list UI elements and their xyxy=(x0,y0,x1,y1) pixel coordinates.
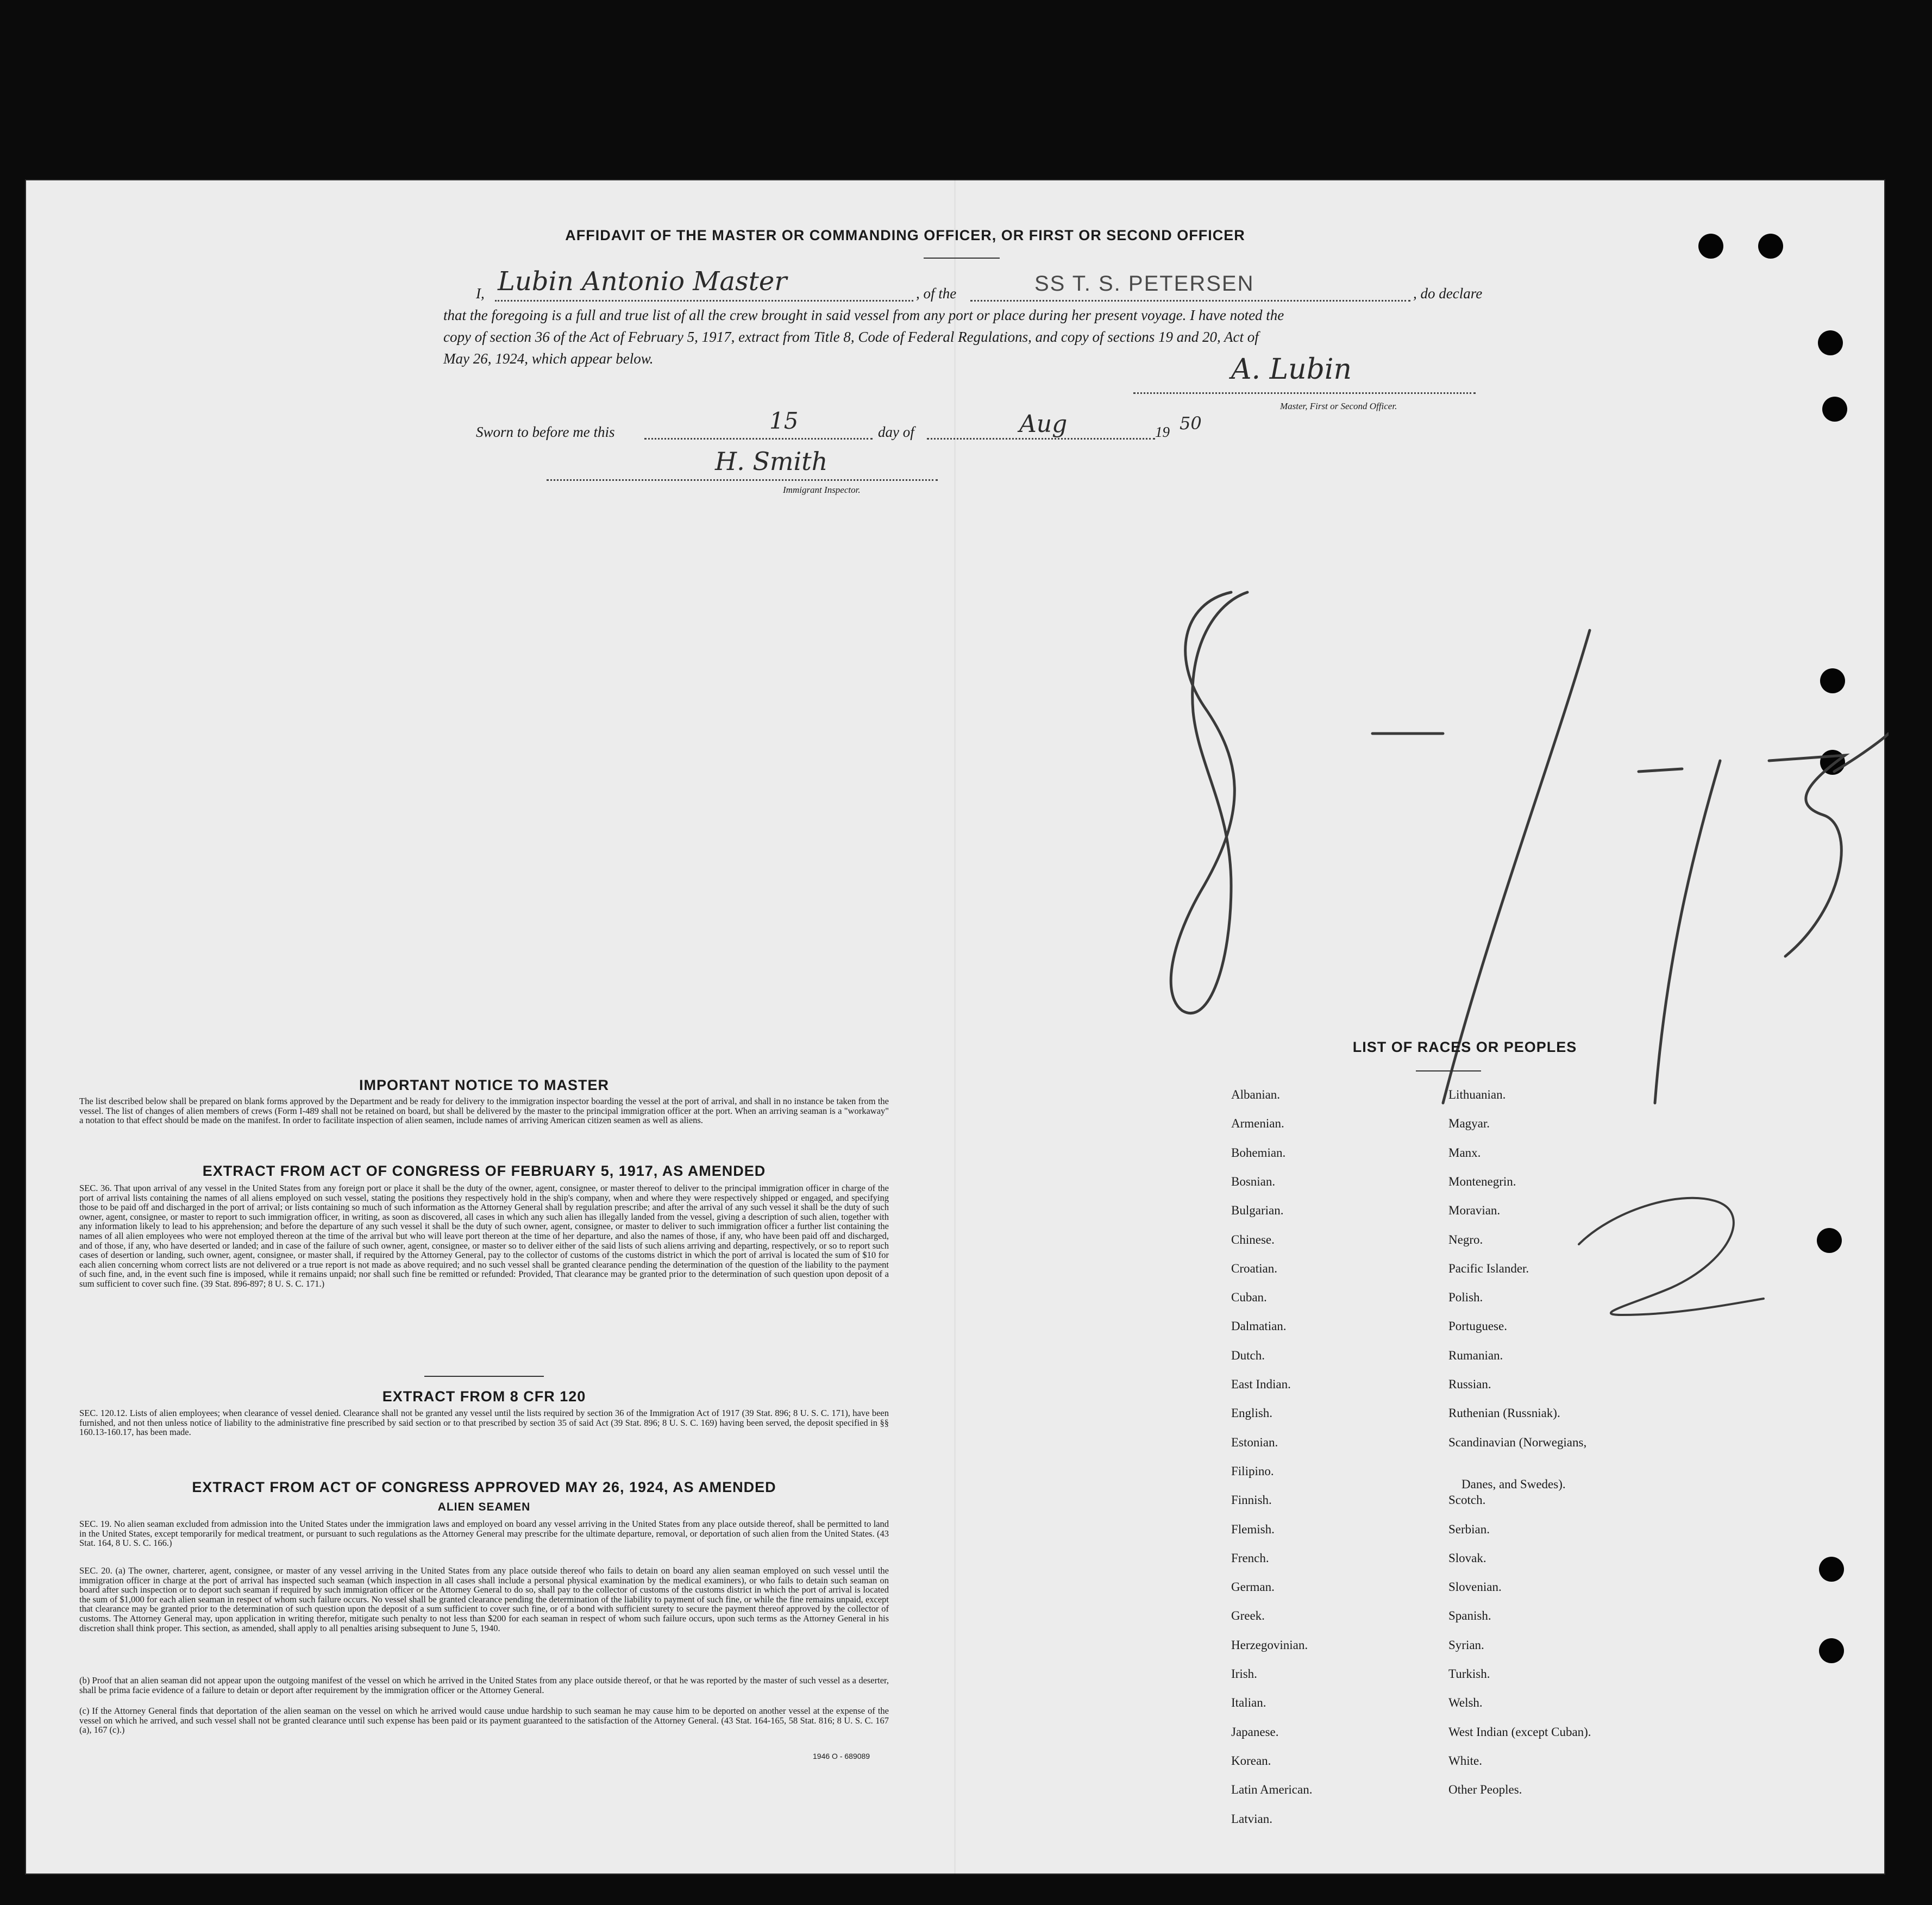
race-item: English. xyxy=(1231,1406,1273,1420)
inspector-signature: H. Smith xyxy=(715,447,828,476)
race-item: Lithuanian. xyxy=(1448,1088,1506,1101)
race-item: French. xyxy=(1231,1551,1269,1565)
punch-hole xyxy=(1758,234,1783,259)
race-item: Irish. xyxy=(1231,1667,1257,1681)
punch-hole xyxy=(1817,1228,1842,1253)
extract-1924-subtitle: ALIEN SEAMEN xyxy=(437,1501,531,1513)
race-item: West Indian (except Cuban). xyxy=(1448,1725,1591,1739)
race-item: Scotch. xyxy=(1448,1493,1486,1507)
punch-hole xyxy=(1818,330,1843,355)
divider xyxy=(924,258,1000,259)
affidavit-title: AFFIDAVIT OF THE MASTER OR COMMANDING OFFICER, OR FIRST OR SECOND OFFICER xyxy=(565,227,1245,243)
race-item: Welsh. xyxy=(1448,1696,1483,1710)
declarant-line xyxy=(495,300,913,302)
race-item: Croatian. xyxy=(1231,1261,1277,1275)
race-item: Latin American. xyxy=(1231,1783,1313,1797)
race-item: Scandinavian (Norwegians, xyxy=(1448,1435,1587,1449)
race-item: Filipino. xyxy=(1231,1464,1274,1478)
divider xyxy=(1416,1070,1481,1071)
race-item: Serbian. xyxy=(1448,1522,1490,1536)
sworn-day: 15 xyxy=(769,408,799,434)
race-item: Estonian. xyxy=(1231,1435,1278,1449)
affidavit-line-3: copy of section 36 of the Act of February 5, 1917, extract from Title 8, Code of Federal Regulations, and copy of sections 19 and 20, Act of xyxy=(443,329,1259,345)
i-label: I, xyxy=(476,285,485,302)
year-suffix: 50 xyxy=(1180,413,1202,434)
race-item: Spanish. xyxy=(1448,1609,1491,1623)
race-item: Montenegrin. xyxy=(1448,1174,1516,1188)
race-item: Other Peoples. xyxy=(1448,1783,1522,1797)
punch-hole xyxy=(1819,1557,1844,1582)
extract-1924-sec20a: SEC. 20. (a) The owner, charterer, agent, consignee, or master of any vessel arriving in the United States from any place outside thereof who fails to detain on board any alien seaman employed on such vessel until the immigration officer in charge at the port of arrival has inspected such seaman (which inspection in all cases shall include a personal physical examination by the medical examiners), or who fails to detain such seaman on board after such inspection or to deport such seaman if required by such immigration officer or the Attorney General to do so, shall pay to the collector of customs of the customs district in which the port of arrival is located the sum of $1,000 for each alien seaman in respect of whom such failure occurs. No vessel shall be granted clearance pending the determination of the liability to payment of such fine, or while the fine remains unpaid, except that clearance may be granted prior to the determination of such question upon the deposit of a sum sufficient to cover such fine, or of a bond with sufficient surety to secure the payment thereof approved by the collector of customs. The Attorney General may, upon application in writing therefor, mitigate such penalty to not less than $200 for each seaman in respect of whom such failure occurs, upon such terms as the Attorney General in his discretion shall think proper. This section, as amended, shall apply to all penalties arising subsequent to June 5, 1940. xyxy=(79,1565,889,1633)
divider xyxy=(424,1376,544,1377)
print-code: 1946 O - 689089 xyxy=(813,1752,870,1760)
race-item: Polish. xyxy=(1448,1290,1483,1305)
vessel-name-stamp: SS T. S. PETERSEN xyxy=(1034,272,1254,296)
extract-1917-text: SEC. 36. That upon arrival of any vessel in the United States from any foreign port or place it shall be the duty of the owner, agent, consignee, or master thereof to deliver to the principal immigration officer in charge of the port of arrival lists containing the names of all aliens employed on such vessel, stating the positions they respectively hold in the ship's company, when and where they were respectively shipped or engaged, and specifying those to be paid off and discharged in the port of arrival; or lists containing so much of such information as the Attorney General shall by regulation prescribe; and after the arrival of any such vessel it shall be the duty of such owner, agent, consignee, or master to report to such immigration officer, in writing, as soon as discovered, all cases in which any such alien has illegally landed from the vessel, giving a description of such alien, together with any information likely to lead to his apprehension; and before the departure of any such vessel it shall be the duty of such owner, agent, consignee, or master to deliver to such immigration officer a further list containing the names of all alien employees who were not employed thereon at the time of the arrival but who will leave port thereon at the time of her departure, and also the names of those, if any, who have been paid off and discharged, and of those, if any, who have deserted or landed; and in case of the failure of such owner, agent, consignee, or master so to deliver either of the said lists of such aliens arriving and departing, respectively, or so to report such cases of desertion or landing, such owner, agent, consignee, or master shall, if required by the Attorney General, pay to the collector of customs of the customs district in which the port of arrival is located the sum of $10 for each alien concerning whom correct lists are not delivered or a true report is not made as above required; and no such vessel shall be granted clearance pending the determination of the question of the liability to the payment of such fine, and, in the event such fine is imposed, while it remains unpaid; nor shall such fine be remitted or refunded: Provided, That clearance may be granted prior to the determination of such question upon deposit of a sum sufficient to cover such fine. (39 Stat. 896-897; 8 U. S. C. 171.) xyxy=(79,1183,889,1289)
year-prefix: 19 xyxy=(1155,424,1170,440)
race-item: Dalmatian. xyxy=(1231,1319,1287,1333)
race-item: Herzegovinian. xyxy=(1231,1638,1308,1652)
race-item: Magyar. xyxy=(1448,1117,1490,1131)
notice-text: The list described below shall be prepared on blank forms approved by the Department and be ready for delivery to the immigration inspector boarding the vessel at the port of arrival, and shall in no instance be taken from the vessel. The list of changes of alien members of crews (Form I-489 shall not be retained on board, but shall be delivered by the master to the principal immigration officer at the port. When an arriving seaman is a "workaway" a notation to that effect should be made on the manifest. In order to facilitate inspection of alien seamen, include names of arriving American citizen seamen as well as aliens. xyxy=(79,1096,889,1126)
vessel-line xyxy=(970,300,1410,302)
races-title: LIST OF RACES OR PEOPLES xyxy=(1352,1039,1577,1055)
notice-title: IMPORTANT NOTICE TO MASTER xyxy=(359,1077,609,1093)
race-item: Bosnian. xyxy=(1231,1174,1276,1188)
master-caption: Master, First or Second Officer. xyxy=(1280,401,1397,411)
day-of-label: day of xyxy=(878,424,914,440)
race-item: Danes, and Swedes). xyxy=(1461,1477,1566,1491)
extract-cfr-text: SEC. 120.12. Lists of alien employees; when clearance of vessel denied. Clearance shall not be granted any vessel until the lists required by section 36 of the Immigration Act of 1917 (39 Stat. 896; 8 U. S. C. 171), have been furnished, and not then unless notice of liability to the administrative fine prescribed by said section or to that prescribed by section 35 of said Act (39 Stat. 896; 8 U. S. C. 169) having been served, the deposit specified in §§ 160.13-160.17, has been made. xyxy=(79,1408,889,1438)
race-item: Slovenian. xyxy=(1448,1580,1502,1594)
sworn-month-line xyxy=(927,438,1155,440)
handwritten-mark-two xyxy=(1535,1179,1774,1320)
race-item: Greek. xyxy=(1231,1609,1265,1623)
sworn-label: Sworn to before me this xyxy=(476,424,615,440)
race-item: Manx. xyxy=(1448,1145,1481,1160)
extract-1917-title: EXTRACT FROM ACT OF CONGRESS OF FEBRUARY 5, 1917, AS AMENDED xyxy=(202,1163,766,1179)
race-item: White. xyxy=(1448,1753,1482,1768)
race-item: Japanese. xyxy=(1231,1725,1279,1739)
race-item: Bulgarian. xyxy=(1231,1204,1284,1218)
race-item: Turkish. xyxy=(1448,1667,1490,1681)
affidavit-line-2: that the foregoing is a full and true list of all the crew brought in said vessel from any port or place during her present voyage. I have noted the xyxy=(443,307,1284,323)
race-item: Bohemian. xyxy=(1231,1145,1286,1160)
declarant-handwritten: Lubin Antonio Master xyxy=(498,266,787,297)
affidavit-line-4: May 26, 1924, which appear below. xyxy=(443,350,654,367)
race-item: Ruthenian (Russniak). xyxy=(1448,1406,1560,1420)
race-item: Portuguese. xyxy=(1448,1319,1507,1333)
race-item: Flemish. xyxy=(1231,1522,1275,1536)
punch-hole xyxy=(1822,397,1847,422)
race-item: Negro. xyxy=(1448,1232,1483,1246)
race-item: Finnish. xyxy=(1231,1493,1272,1507)
race-item: Pacific Islander. xyxy=(1448,1261,1529,1275)
race-item: Italian. xyxy=(1231,1696,1266,1710)
do-declare-label: , do declare xyxy=(1413,285,1483,302)
punch-hole xyxy=(1698,234,1723,259)
race-item: Russian. xyxy=(1448,1377,1491,1391)
sworn-month: Aug xyxy=(1019,410,1068,438)
race-item: Armenian. xyxy=(1231,1117,1284,1131)
handwritten-large-number-text xyxy=(25,179,26,180)
of-the-label: , of the xyxy=(916,285,957,302)
race-item: Cuban. xyxy=(1231,1290,1267,1305)
punch-hole xyxy=(1819,1638,1844,1663)
race-item: Slovak. xyxy=(1448,1551,1486,1565)
race-item: German. xyxy=(1231,1580,1275,1594)
document-page xyxy=(25,179,1885,1875)
race-item: Moravian. xyxy=(1448,1204,1501,1218)
extract-1924-sec20c: (c) If the Attorney General finds that deportation of the alien seaman on the vessel on which he arrived would cause undue hardship to such seaman he may cause him to be deported on another vessel at the expense of the vessel on which he arrived, and such vessel shall not be granted clearance until such expense has been paid or its payment guaranteed to the satisfaction of the Attorney General. (43 Stat. 164-165, 58 Stat. 816; 8 U. S. C. 167 (a), 167 (c).) xyxy=(79,1706,889,1735)
race-item: Rumanian. xyxy=(1448,1348,1503,1362)
master-signature-line xyxy=(1133,392,1476,394)
race-item: Latvian. xyxy=(1231,1812,1272,1826)
extract-1924-sec19: SEC. 19. No alien seaman excluded from admission into the United States under the immigration laws and employed on board any vessel arriving in the United States from any place outside thereof, shall be permitted to land in the United States, except temporarily for medical treatment, or pursuant to such regulations as the Attorney General may prescribe for the ultimate departure, removal, or deportation of such alien from the United States. (43 Stat. 164, 8 U. S. C. 166.) xyxy=(79,1519,889,1549)
race-item: Albanian. xyxy=(1231,1088,1281,1101)
inspector-signature-line xyxy=(547,479,938,481)
sworn-day-line xyxy=(644,438,873,440)
extract-cfr-title: EXTRACT FROM 8 CFR 120 xyxy=(382,1388,586,1405)
race-item: Chinese. xyxy=(1231,1232,1275,1246)
handwritten-mark-two-text xyxy=(25,179,26,180)
extract-1924-sec20b: (b) Proof that an alien seaman did not appear upon the outgoing manifest of the vessel on which he arrived in the United States from any place outside thereof, or that he was reported by the master of such vessel as a deserter, shall be prima facie evidence of a failure to detain or deport after requirement by the immigration officer or the Attorney General. xyxy=(79,1675,889,1695)
fold-line xyxy=(954,179,956,1875)
master-signature: A. Lubin xyxy=(1231,353,1352,386)
race-item: East Indian. xyxy=(1231,1377,1291,1391)
inspector-caption: Immigrant Inspector. xyxy=(783,485,861,495)
race-item: Dutch. xyxy=(1231,1348,1265,1362)
race-item: Syrian. xyxy=(1448,1638,1484,1652)
race-item: Korean. xyxy=(1231,1753,1271,1768)
extract-1924-title: EXTRACT FROM ACT OF CONGRESS APPROVED MAY 26, 1924, AS AMENDED xyxy=(192,1479,776,1495)
